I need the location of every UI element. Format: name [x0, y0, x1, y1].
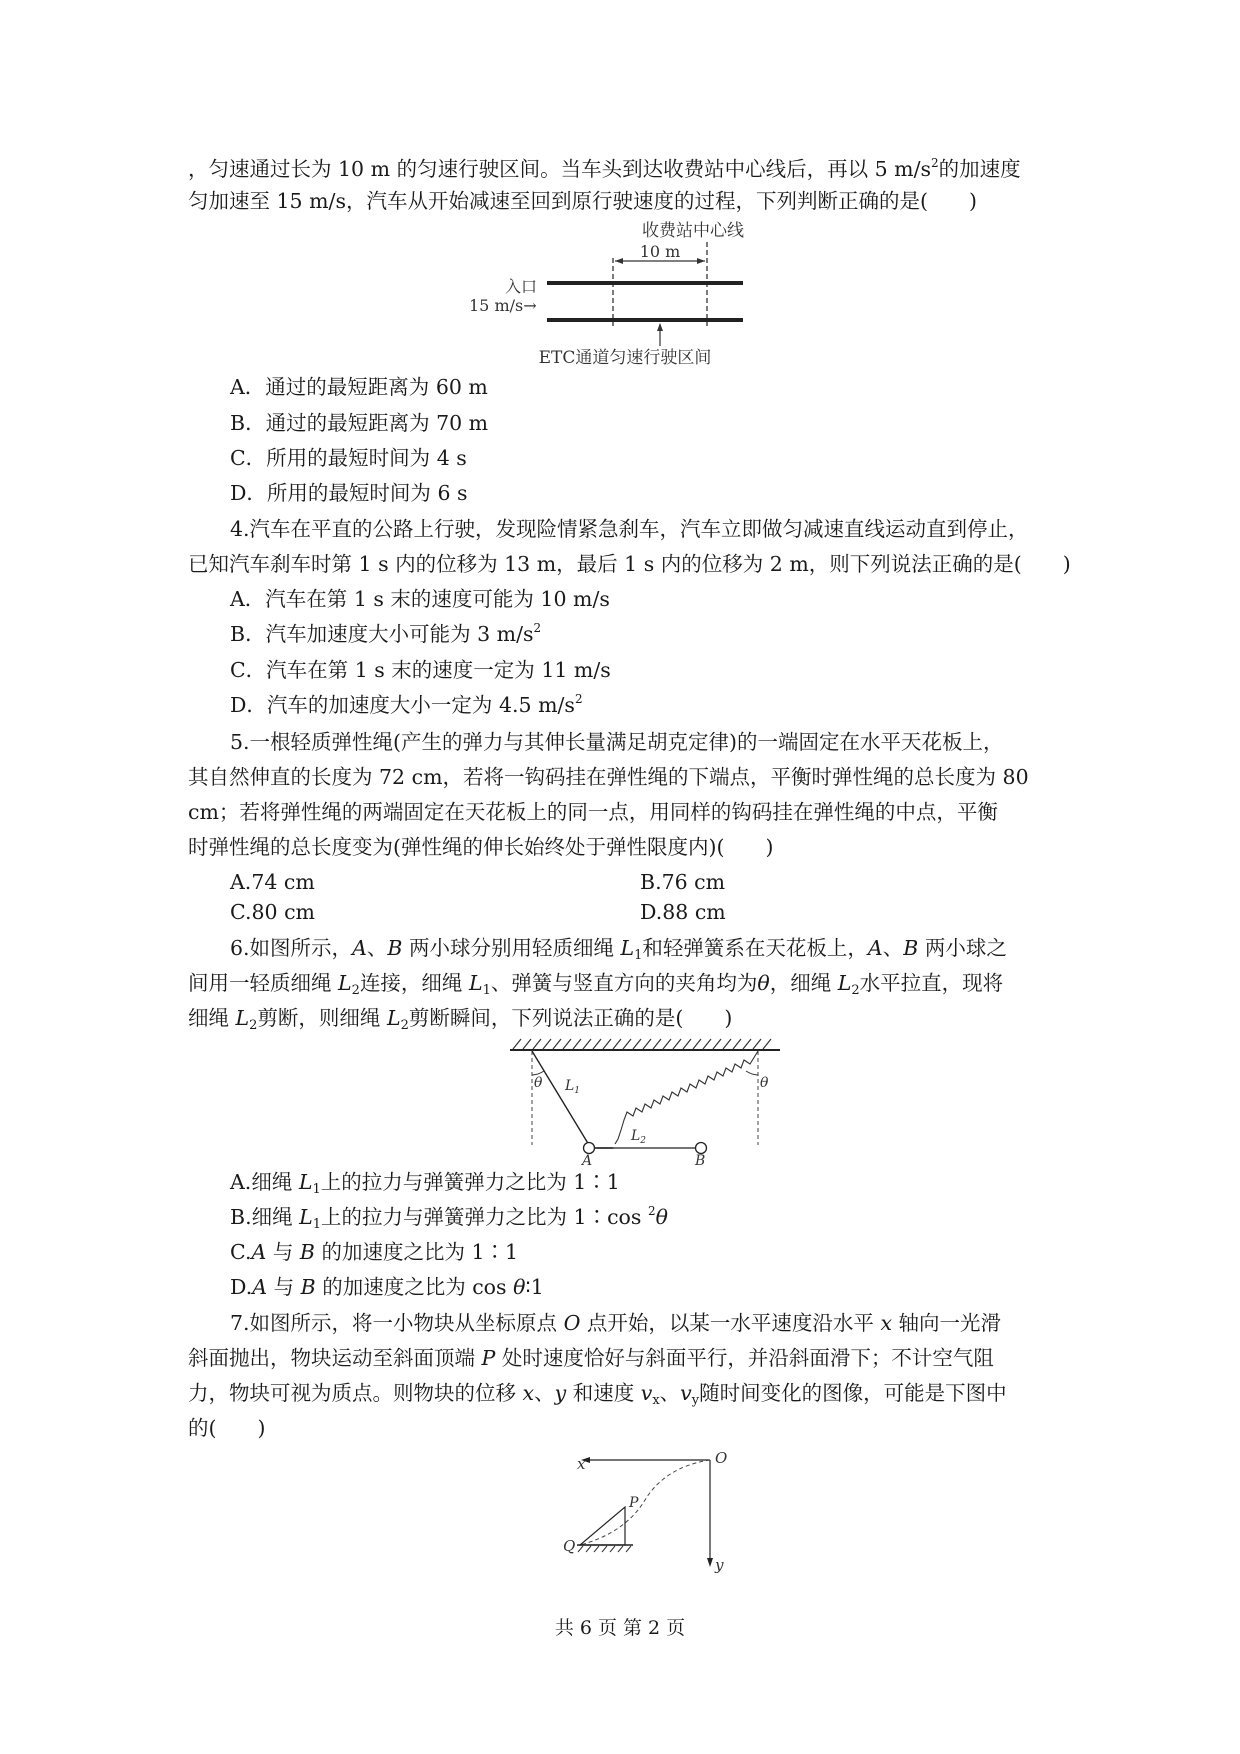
q3-text-line-1: ，匀速通过长为 10 m 的匀速行驶区间。当车头到达收费站中心线后，再以 5 $m/s^2$的加速度: [188, 156, 1021, 181]
speed-label: 15 m/s→: [469, 296, 537, 315]
q6-option-a: A.细绳 $L_1$上的拉力与弹簧弹力之比为 1∶1: [230, 1170, 620, 1197]
q3-option-a: A．通过的最短距离为 60 m: [230, 375, 488, 399]
q3-option-c: C．所用的最短时间为 4 s: [230, 446, 467, 470]
ball-a: [584, 1143, 595, 1154]
l1-label: $L_1$: [565, 1078, 581, 1096]
q5-option-c: C.80 cm: [230, 900, 315, 924]
q5-text-line-3: cm；若将弹性绳的两端固定在天花板上的同一点，用同样的钩码挂在弹性绳的中点，平衡: [188, 800, 998, 824]
origin-label: O: [715, 1449, 728, 1467]
q5-option-a: A.74 cm: [230, 870, 315, 894]
q5-text-line-4: 时弹性绳的总长度变为(弹性绳的伸长始终处于弹性限度内)( ): [188, 835, 774, 859]
q5-option-d: D.88 cm: [640, 900, 726, 924]
theta-right-label: θ: [760, 1075, 769, 1091]
distance-label: 10 m: [639, 242, 681, 261]
b-label: B: [695, 1153, 706, 1165]
pendulum-spring-figure: [505, 1035, 785, 1165]
q7-text-line-1: 7.如图所示，将一小物块从坐标原点 O 点开始，以某一水平速度沿水平 x 轴向一光滑: [230, 1311, 1002, 1335]
x-axis-label: x: [577, 1455, 586, 1473]
etc-lane-figure: [465, 216, 775, 366]
q4-text-line-2: 已知汽车刹车时第 1 s 内的位移为 13 m，最后 1 s 内的位移为 2 m，则下列说法正确的是( ): [188, 552, 1071, 576]
page-footer: 共 6 页 第 2 页: [554, 1617, 686, 1639]
q7-text-line-3: 力，物块可视为质点。则物块的位移 x、y 和速度 $v_x$、$v_y$随时间变化的图像，可能是下图中: [188, 1381, 1007, 1408]
q6-option-b: B.细绳 $L_1$上的拉力与弹簧弹力之比为 1∶cos $^2$θ: [230, 1204, 668, 1232]
q6-text-line-1: 6.如图所示，A、B 两小球分别用轻质细绳 $L_1$和轻弹簧系在天花板上，A、B 两小球之: [230, 936, 1007, 963]
ground-hatch: [578, 1546, 631, 1552]
q6-option-c: C.A 与 B 的加速度之比为 1∶1: [230, 1240, 519, 1264]
p-label: P: [629, 1495, 639, 1511]
ball-b: [696, 1143, 707, 1154]
q4-option-c: C．汽车在第 1 s 末的速度一定为 11 m/s: [230, 658, 611, 682]
theta-left-label: θ: [534, 1075, 543, 1091]
a-label: A: [582, 1153, 593, 1165]
center-line-label: 收费站中心线: [642, 221, 744, 241]
q6-option-d: D.A 与 B 的加速度之比为 cos θ∶1: [230, 1275, 544, 1299]
q4-option-d: D．汽车的加速度大小一定为 4.5 $m/s^2$: [230, 692, 583, 717]
q-label: Q: [563, 1537, 576, 1555]
q7-text-line-2: 斜面抛出，物块运动至斜面顶端 P 处时速度恰好与斜面平行，并沿斜面滑下；不计空气阻: [188, 1346, 994, 1370]
y-axis-label: y: [715, 1556, 724, 1574]
ceiling-hatch: [513, 1039, 771, 1049]
q4-option-b: B．汽车加速度大小可能为 3 $m/s^2$: [230, 621, 542, 646]
q4-option-a: A．汽车在第 1 s 末的速度可能为 10 m/s: [230, 587, 610, 611]
q5-option-b: B.76 cm: [640, 870, 726, 894]
q4-text-line-1: 4.汽车在平直的公路上行驶，发现险情紧急刹车，汽车立即做匀减速直线运动直到停止，: [230, 517, 1029, 541]
q7-text-line-4: 的( ): [188, 1416, 266, 1440]
q6-text-line-3: 细绳 $L_2$剪断，则细绳 $L_2$剪断瞬间，下列说法正确的是( ): [188, 1006, 733, 1033]
q6-text-line-2: 间用一轻质细绳 $L_2$连接，细绳 $L_1$、弹簧与竖直方向的夹角均为θ，细绳 $L_2$水平拉直，现将: [188, 971, 1004, 998]
projectile-incline-figure: [545, 1445, 745, 1575]
q3-text-line-2: 匀加速至 15 m/s，汽车从开始减速至回到原行驶速度的过程，下列判断正确的是( ): [188, 189, 977, 213]
etc-zone-label: ETC通道匀速行驶区间: [538, 348, 712, 366]
q3-option-b: B．通过的最短距离为 70 m: [230, 411, 489, 435]
q3-option-d: D．所用的最短时间为 6 s: [230, 481, 468, 505]
q5-text-line-2: 其自然伸直的长度为 72 cm，若将一钩码挂在弹性绳的下端点，平衡时弹性绳的总长度为 80: [188, 765, 1029, 789]
q5-text-line-1: 5.一根轻质弹性绳(产生的弹力与其伸长量满足胡克定律)的一端固定在水平天花板上，: [230, 730, 1004, 754]
l2-label: $L_2$: [631, 1128, 647, 1146]
entrance-label: 入口: [505, 277, 538, 296]
